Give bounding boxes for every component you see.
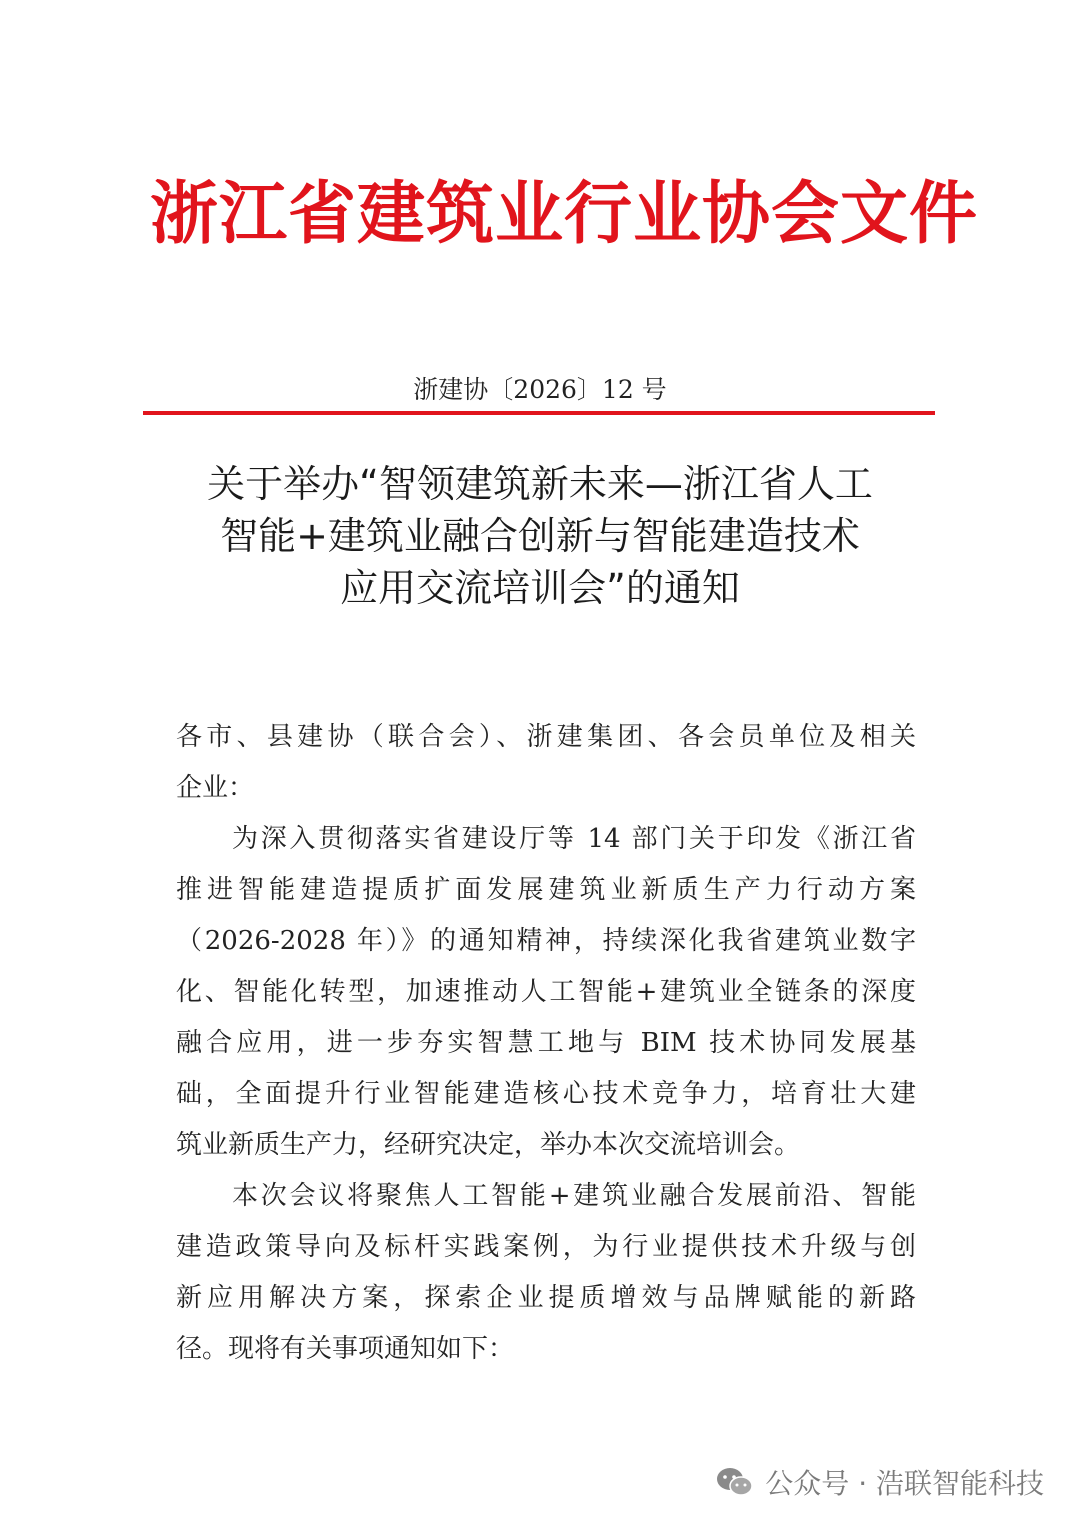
red-divider xyxy=(143,411,935,415)
paragraph-1-line: 筑业新质生产力，经研究决定，举办本次交流培训会。 xyxy=(176,1130,801,1160)
notice-title-line: 关于举办“智领建筑新未来—浙江省人工 xyxy=(207,462,873,506)
notice-title-line: 智能+建筑业融合创新与智能建造技术 xyxy=(220,514,860,558)
paragraph-1-line: 融合应用，进一步夯实智慧工地与 BIM 技术协同发展基 xyxy=(176,1028,916,1058)
document-number: 浙建协〔2026〕12 号 xyxy=(413,375,667,404)
addressee-line: 企业： xyxy=(176,773,255,803)
paragraph-1-line: 推进智能建造提质扩面发展建筑业新质生产力行动方案 xyxy=(176,875,916,905)
org-header-title: 浙江省建筑业行业协会文件 xyxy=(150,175,979,254)
wechat-icon xyxy=(715,1466,755,1498)
paragraph-1-line: 化、智能化转型，加速推动人工智能+建筑业全链条的深度 xyxy=(176,977,916,1007)
watermark-text: 公众号 · 浩联智能科技 xyxy=(765,1467,1044,1500)
paragraph-1-line: 为深入贯彻落实省建设厅等 14 部门关于印发《浙江省 xyxy=(232,824,916,854)
account-watermark xyxy=(715,1462,1044,1502)
paragraph-2-line: 新应用解决方案，探索企业提质增效与品牌赋能的新路 xyxy=(176,1283,916,1313)
paragraph-1-line: （2026-2028 年）》的通知精神，持续深化我省建筑业数字 xyxy=(176,926,916,956)
notice-title-line: 应用交流培训会”的通知 xyxy=(340,566,740,610)
paragraph-2-line: 径。现将有关事项通知如下： xyxy=(176,1334,515,1364)
paragraph-2-line: 建造政策导向及标杆实践案例，为行业提供技术升级与创 xyxy=(176,1232,916,1262)
notice-body xyxy=(176,712,916,1375)
addressee-line: 各市、县建协（联合会）、浙建集团、各会员单位及相关 xyxy=(176,722,916,752)
paragraph-2-line: 本次会议将聚焦人工智能+建筑业融合发展前沿、智能 xyxy=(232,1181,916,1211)
paragraph-1-line: 础，全面提升行业智能建造核心技术竞争力，培育壮大建 xyxy=(176,1079,916,1109)
notice-title xyxy=(140,458,940,614)
